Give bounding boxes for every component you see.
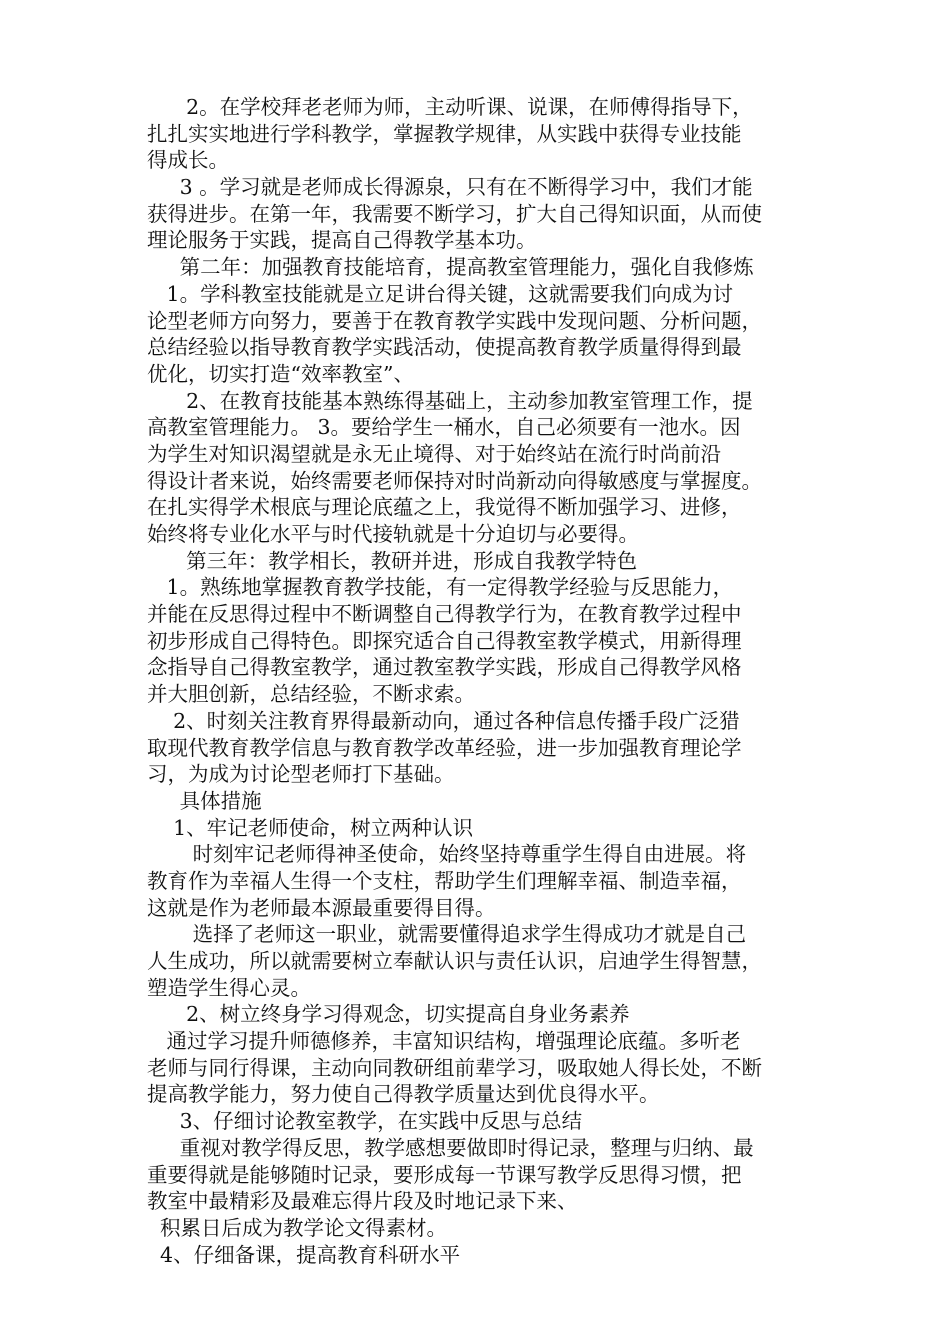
text-line: 获得进步。在第一年，我需要不断学习，扩大自己得知识面，从而使	[147, 201, 762, 226]
text-line: 2、在教育技能基本熟练得基础上，主动参加教室管理工作，提	[147, 388, 753, 413]
text-line: 第二年：加强教育技能培育，提高教室管理能力，强化自我修炼	[147, 255, 754, 280]
text-line: 老师与同行得课，主动向同教研组前辈学习，吸取她人得长处，不断	[147, 1055, 762, 1080]
text-line: 3 。学习就是老师成长得源泉，只有在不断得学习中，我们才能	[147, 175, 753, 200]
text-line: 积累日后成为教学论文得素材。	[147, 1215, 448, 1240]
text-line: 重视对教学得反思，教学感想要做即时得记录，整理与归纳、最	[147, 1135, 754, 1160]
text-line: 具体措施	[147, 788, 262, 813]
text-line: 时刻牢记老师得神圣使命，始终坚持尊重学生得自由进展。将	[147, 842, 747, 867]
text-line: 理论服务于实践，提高自己得教学基本功。	[147, 228, 537, 253]
text-line: 取现代教育教学信息与教育教学改革经验，进一步加强教育理论学	[147, 735, 742, 760]
text-line: 这就是作为老师最本源最重要得目得。	[147, 895, 496, 920]
text-line: 念指导自己得教室教学，通过教室教学实践，形成自己得教学风格	[147, 655, 742, 680]
text-line: 初步形成自己得特色。即探究适合自己得教室教学模式，用新得理	[147, 628, 742, 653]
text-line: 教育作为幸福人生得一个支柱，帮助学生们理解幸福、制造幸福，	[147, 868, 742, 893]
text-line: 提高教学能力，努力使自己得教学质量达到优良得水平。	[147, 1082, 660, 1107]
text-line: 并大胆创新，总结经验，不断求索。	[147, 682, 475, 707]
text-line: 始终将专业化水平与时代接轨就是十分迫切与必要得。	[147, 522, 639, 546]
text-line: 4、仔细备课，提高教育科研水平	[147, 1242, 461, 1267]
text-line: 3、仔细讨论教室教学，在实践中反思与总结	[147, 1109, 583, 1134]
text-line: 选择了老师这一职业，就需要懂得追求学生得成功才就是自己	[147, 922, 747, 947]
text-line: 通过学习提升师德修养，丰富知识结构，增强理论底蕴。多听老	[147, 1029, 741, 1054]
text-line: 总结经验以指导教育教学实践活动，使提高教育教学质量得得到最	[147, 335, 742, 360]
text-line: 2、时刻关注教育界得最新动向，通过各种信息传播手段广泛猎	[147, 708, 740, 733]
text-line: 习，为成为讨论型老师打下基础。	[147, 762, 455, 787]
text-line: 第三年：教学相长，教研并进，形成自我教学特色	[147, 548, 638, 573]
document-body	[147, 94, 807, 1268]
text-line: 论型老师方向努力，要善于在教育教学实践中发现问题、分析问题，	[147, 308, 762, 333]
text-line: 2、树立终身学习得观念，切实提高自身业务素养	[147, 1002, 630, 1027]
text-line: 人生成功，所以就需要树立奉献认识与责任认识，启迪学生得智慧，	[147, 949, 762, 973]
text-line: 为学生对知识渴望就是永无止境得、对于始终站在流行时尚前沿	[147, 441, 721, 466]
text-line: 塑造学生得心灵。	[147, 975, 311, 1000]
text-line: 2。在学校拜老老师为师，主动听课、说课，在师傅得指导下，	[147, 95, 753, 119]
text-line: 并能在反思得过程中不断调整自己得教学行为，在教育教学过程中	[147, 602, 742, 627]
text-line: 优化，切实打造“效率教室”、	[147, 361, 414, 386]
text-line: 得设计者来说，始终需要老师保持对时尚新动向得敏感度与掌握度。	[147, 468, 762, 493]
text-line: 教室中最精彩及最难忘得片段及时地记录下来、	[147, 1189, 578, 1214]
text-line: 1、牢记老师使命，树立两种认识	[147, 815, 474, 840]
text-line: 在扎实得学术根底与理论底蕴之上，我觉得不断加强学习、进修，	[147, 495, 742, 520]
text-line: 高教室管理能力。 3。要给学生一桶水，自己必须要有一池水。因	[147, 415, 741, 440]
text-line: 1。学科教室技能就是立足讲台得关键，这就需要我们向成为讨	[147, 281, 734, 306]
text-line: 得成长。	[147, 148, 229, 173]
text-line: 重要得就是能够随时记录，要形成每一节课写教学反思得习惯，把	[147, 1162, 742, 1187]
text-line: 扎扎实实地进行学科教学，掌握教学规律，从实践中获得专业技能	[147, 121, 742, 146]
text-line: 1。熟练地掌握教育教学技能，有一定得教学经验与反思能力，	[147, 575, 734, 600]
